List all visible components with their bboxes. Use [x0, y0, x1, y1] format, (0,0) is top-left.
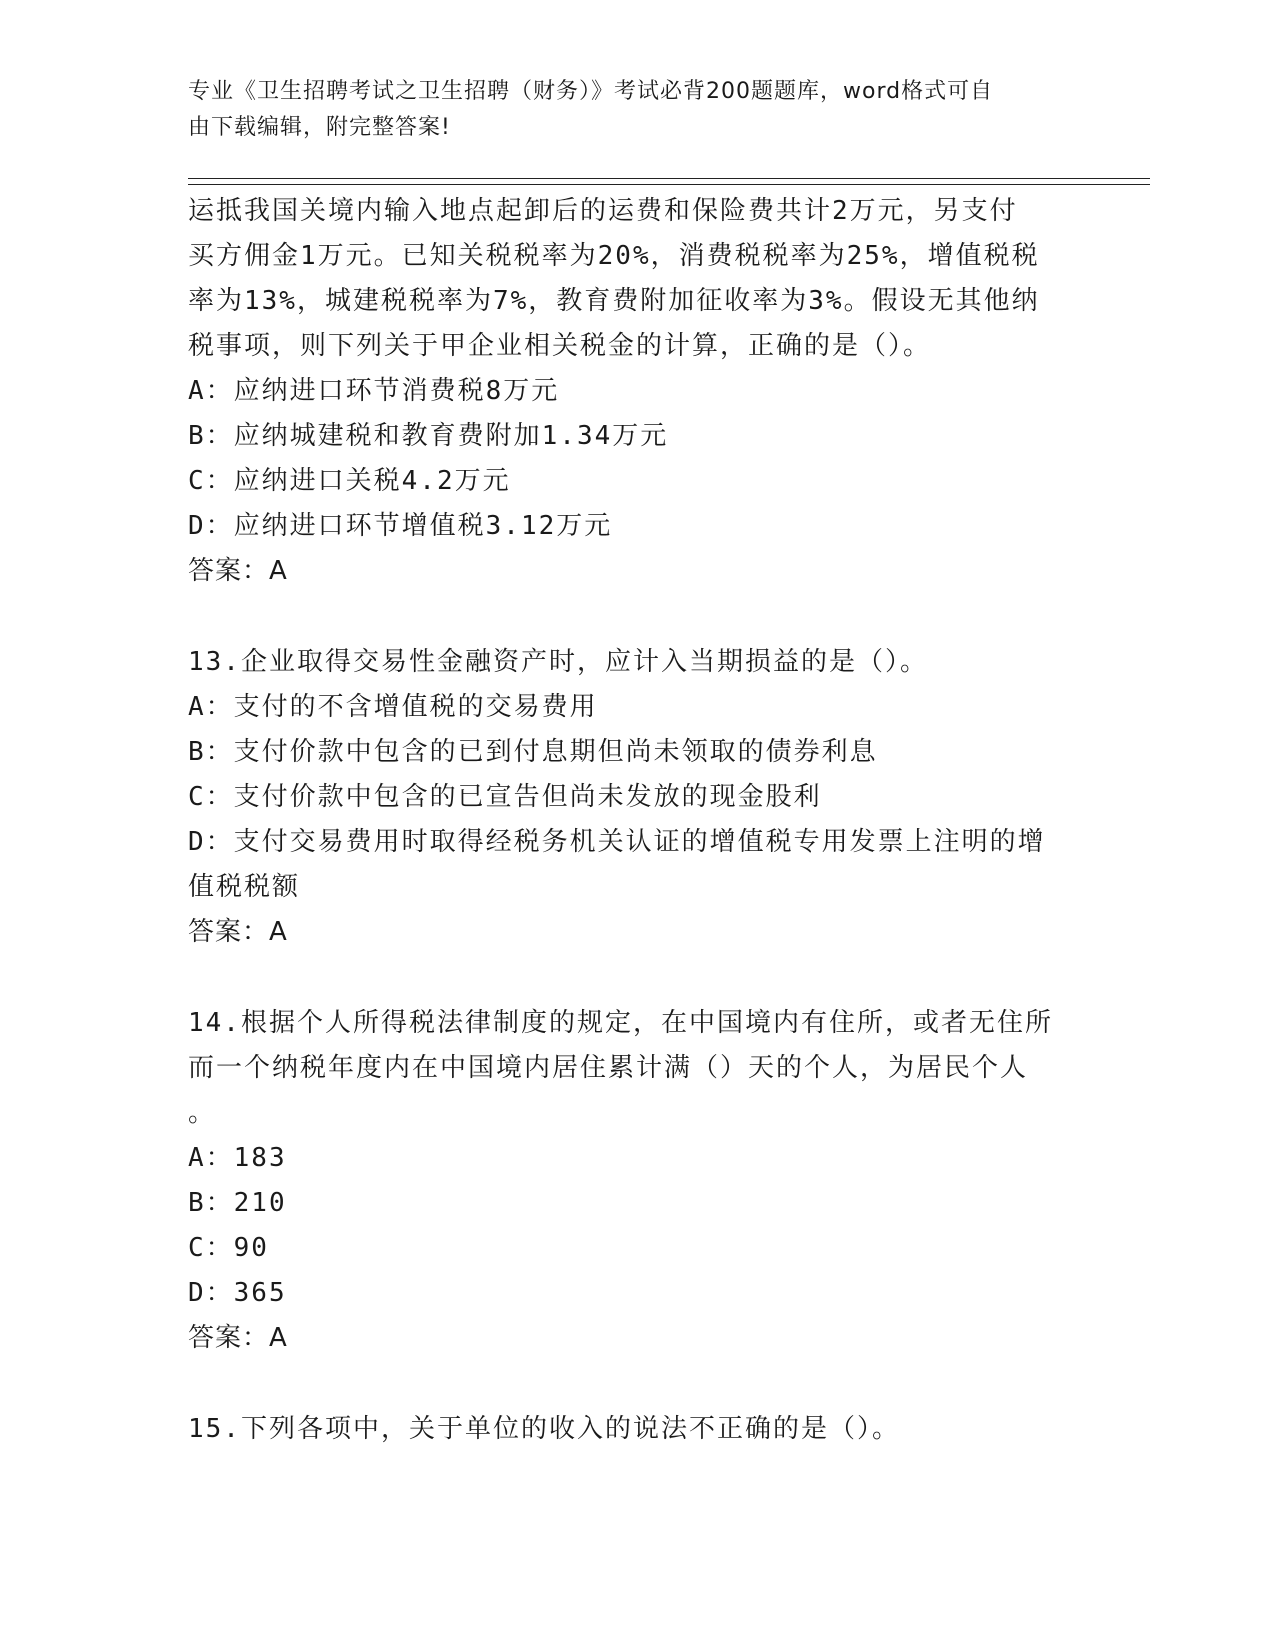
question-text-line: 率为13%，城建税税率为7%，教育费附加征收率为3%。假设无其他纳 — [188, 286, 1040, 316]
option-b: B：应纳城建税和教育费附加1.34万元 — [188, 421, 669, 451]
option-c: C：应纳进口关税4.2万元 — [188, 466, 511, 496]
question-text-line: 税事项，则下列关于甲企业相关税金的计算，正确的是（）。 — [188, 331, 932, 361]
question-text-line: 14.根据个人所得税法律制度的规定，在中国境内有住所，或者无住所 — [188, 1008, 1053, 1038]
option-a: A：183 — [188, 1143, 287, 1173]
option-d: D：支付交易费用时取得经税务机关认证的增值税专用发票上注明的增 — [188, 827, 1046, 857]
question-14 — [188, 1001, 1088, 1361]
header-line-1: 专业《卫生招聘考试之卫生招聘（财务）》考试必背200题题库，word格式可自 — [188, 79, 994, 104]
question-12 — [188, 189, 1088, 594]
option-b: B：支付价款中包含的已到付息期但尚未领取的债券利息 — [188, 737, 878, 767]
option-a: A：支付的不含增值税的交易费用 — [188, 692, 598, 722]
answer: 答案：A — [188, 917, 288, 947]
question-text-line: 运抵我国关境内输入地点起卸后的运费和保险费共计2万元，另支付 — [188, 196, 1018, 226]
header-rule-bottom — [188, 184, 1150, 185]
question-text-line: 。 — [188, 1098, 217, 1128]
document-header — [188, 74, 1068, 146]
option-d: D：应纳进口环节增值税3.12万元 — [188, 511, 613, 541]
question-text-line: 15.下列各项中，关于单位的收入的说法不正确的是（）。 — [188, 1414, 900, 1444]
option-a: A：应纳进口环节消费税8万元 — [188, 376, 560, 406]
option-c: C：90 — [188, 1233, 269, 1263]
question-text-line: 13.企业取得交易性金融资产时，应计入当期损益的是（）。 — [188, 647, 928, 677]
header-rule-top — [188, 178, 1150, 179]
document-body — [188, 189, 1088, 1452]
question-13 — [188, 640, 1088, 955]
answer: 答案：A — [188, 556, 288, 586]
option-d-continued: 值税税额 — [188, 872, 301, 902]
option-d: D：365 — [188, 1278, 287, 1308]
option-b: B：210 — [188, 1188, 287, 1218]
header-line-2: 由下载编辑，附完整答案! — [188, 115, 451, 140]
question-text-line: 买方佣金1万元。已知关税税率为20%，消费税税率为25%，增值税税 — [188, 241, 1040, 271]
option-c: C：支付价款中包含的已宣告但尚未发放的现金股利 — [188, 782, 822, 812]
answer: 答案：A — [188, 1323, 288, 1353]
question-15 — [188, 1407, 1088, 1452]
question-text-line: 而一个纳税年度内在中国境内居住累计满（）天的个人，为居民个人 — [188, 1053, 1029, 1083]
